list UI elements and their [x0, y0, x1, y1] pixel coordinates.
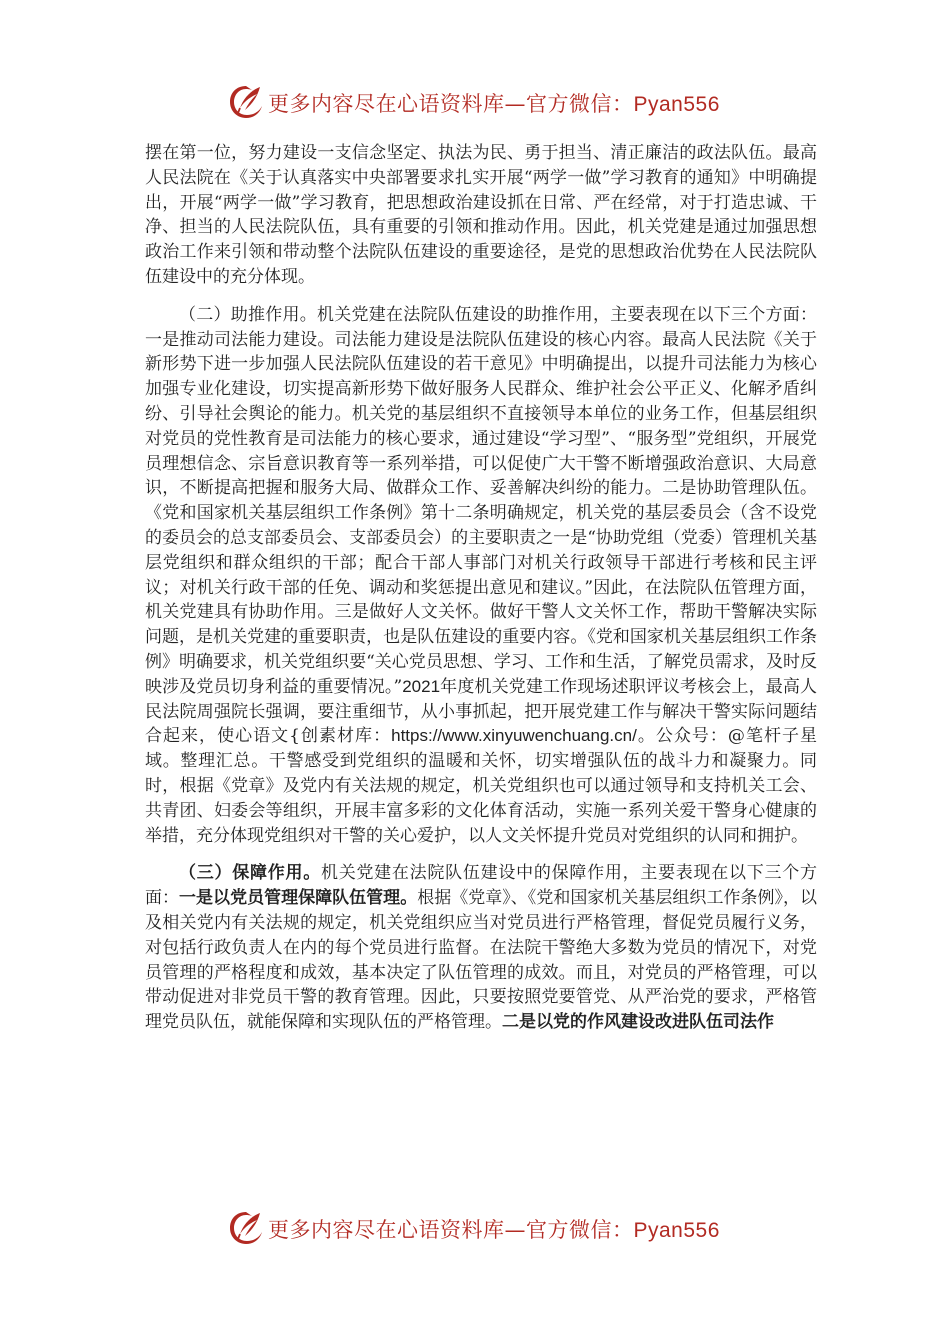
- banner-text: [268, 1214, 720, 1244]
- quill-logo-icon: [226, 1208, 266, 1248]
- section-3-heading: （三）保障作用。: [179, 863, 321, 884]
- paragraph-2: [145, 303, 817, 849]
- wechat-handle: Pyan556: [633, 1219, 720, 1242]
- banner-slogan: 更多内容尽在心语资料库—官方微信：: [268, 92, 634, 116]
- paragraph-3: [145, 861, 817, 1035]
- paragraph-3-part-a: 机关党建在法院队伍建设中的保障作用，主要表现在以下三个方面：: [145, 863, 818, 909]
- header-banner: [0, 80, 950, 124]
- wechat-handle: Pyan556: [633, 93, 720, 116]
- banner-text: [268, 88, 720, 118]
- paragraph-3-part-b: 根据《党章》、《党和国家机关基层组织工作条例》，以及相关党内有关法规的规定，机关党组织应当对党员进行严格管理，督促党员履行义务，对包括行政负责人在内的每个党员进行监督。在法院干警绝大多数为党员的情况下，对党员管理的严格程度和成效，基本决定了队伍管理的成效。而且，对党员的严格管理，可以带动促进对非党员干警的教育管理。因此，只要按照党要管党、从严治党的要求，严格管理党员队伍，就能保障和实现队伍的严格管理。: [145, 888, 818, 1033]
- paragraph-2-year: 2021: [402, 676, 441, 696]
- quill-logo-icon: [226, 82, 266, 122]
- paragraph-2-part-b: 年度机关党建工作现场述职评议考核会上，最高人民法院周强院长强调，要注重细节，从小事抓起，把开展党建工作与解决干警实际问题结合起来，使心语文{创素材库：: [145, 676, 818, 747]
- paragraph-2-part-a: （二）助推作用。机关党建在法院队伍建设的助推作用，主要表现在以下三个方面：一是推动司法能力建设。司法能力建设是法院队伍建设的核心内容。最高人民法院《关于新形势下进一步加强人民法院队伍建设的若干意见》中明确提出，以提升司法能力为核心加强专业化建设，切实提高新形势下做好服务人民群众、维护社会公平正义、化解矛盾纠纷、引导社会舆论的能力。机关党的基层组织不直接领导本单位的业务工作，但基层组织对党员的党性教育是司法能力的核心要求，通过建设“学习型”、“服务型”党组织，开展党员理想信念、宗旨意识教育等一系列举措，可以促使广大干警不断增强政治意识、大局意识，不断提高把握和服务大局、做群众工作、妥善解决纠纷的能力。二是协助管理队伍。《党和国家机关基层组织工作条例》第十二条明确规定，机关党的基层委员会（含不设党的委员会的总支部委员会、支部委员会）的主要职责之一是“协助党组（党委）管理机关基层党组织和群众组织的干部；配合干部人事部门对机关行政领导干部进行考核和民主评议；对机关行政干部的任免、调动和奖惩提出意见和建议。”因此，在法院队伍管理方面，机关党建具有协助作用。三是做好人文关怀。做好干警人文关怀工作，帮助干警解决实际问题，是机关党建的重要职责，也是队伍建设的重要内容。《党和国家机关基层组织工作条例》明确要求，机关党组织要“关心党员思想、学习、工作和生活，了解党员需求，及时反映涉及党员切身利益的重要情况。”: [145, 304, 817, 697]
- paragraph-3-bold-1: 一是以党员管理保障队伍管理。: [179, 888, 418, 909]
- footer-banner: [0, 1206, 950, 1250]
- paragraph-3-bold-2: 二是以党的作风建设改进队伍司法作: [502, 1012, 774, 1033]
- banner-slogan: 更多内容尽在心语资料库—官方微信：: [268, 1218, 634, 1242]
- source-url-text: https://www.xinyuwenchuang.cn/: [391, 726, 637, 746]
- paragraph-1: 摆在第一位，努力建设一支信念坚定、执法为民、勇于担当、清正廉洁的政法队伍。最高人民法院在《关于认真落实中央部署要求扎实开展“两学一做”学习教育的通知》中明确提出，开展“两学一做”学习教育，把思想政治建设抓在日常、严在经常，对于打造忠诚、干净、担当的人民法院队伍，具有重要的引领和推动作用。因此，机关党建是通过加强思想政治工作来引领和带动整个法院队伍建设的重要途径，是党的思想政治优势在人民法院队伍建设中的充分体现。: [145, 143, 817, 287]
- document-body: [145, 141, 817, 1035]
- paragraph-2-part-c: 。公众号：@笔杆子星域。整理汇总。干警感受到党组织的温暖和关怀，切实增强队伍的战斗力和凝聚力。同时，根据《党章》及党内有关法规的规定，机关党组织也可以通过领导和支持机关工会、共青团、妇委会等组织，开展丰富多彩的文化体育活动，实施一系列关爱干警身心健康的举措，充分体现党组织对干警的关心爱护，以人文关怀提升党员对党组织的认同和拥护。: [145, 726, 817, 846]
